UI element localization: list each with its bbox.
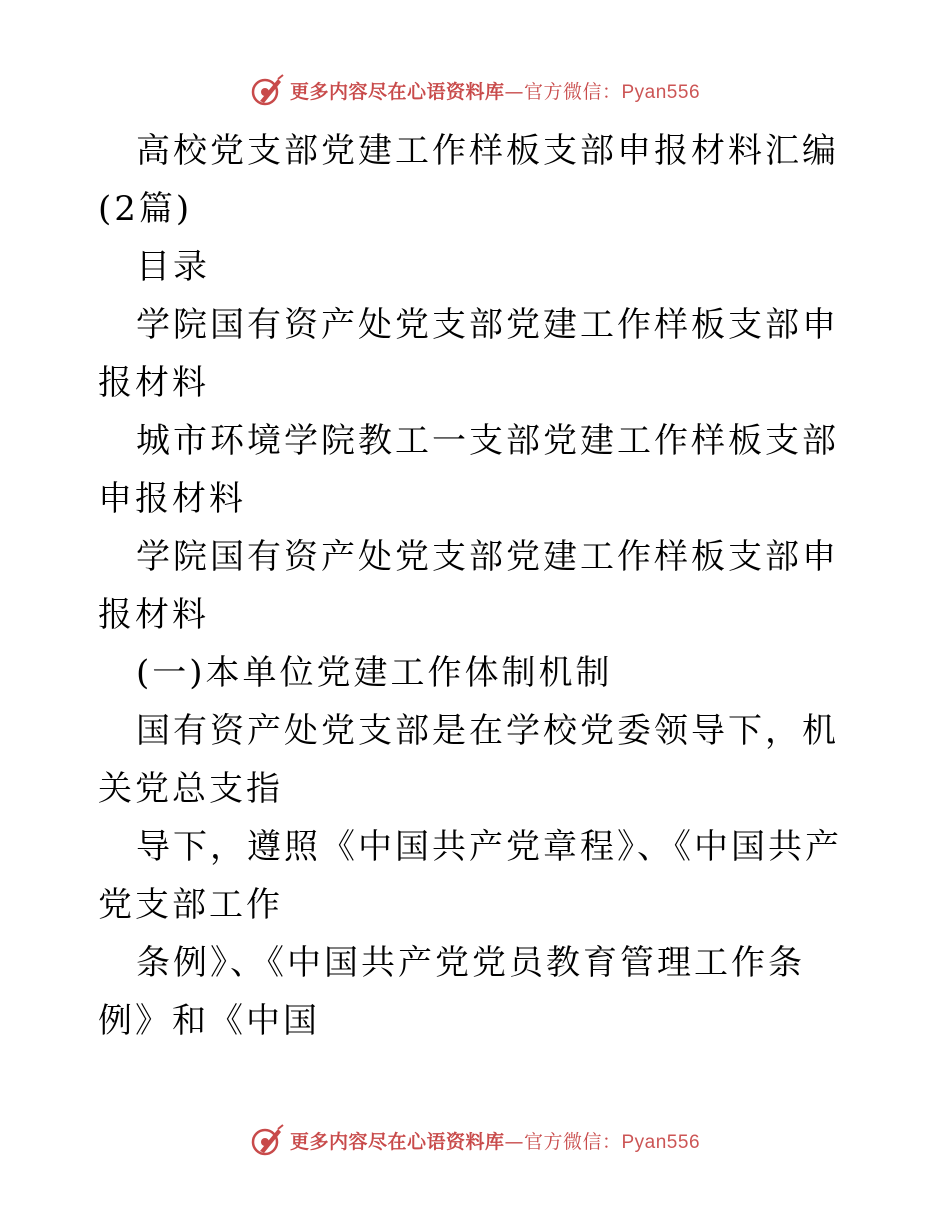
watermark-text [290, 77, 700, 104]
watermark-wechat-id: Pyan556 [621, 81, 701, 103]
watermark-wechat-id: Pyan556 [621, 1131, 701, 1153]
watermark-dash: — [504, 1130, 524, 1153]
toc-entry: 城市环境学院教工一支部党建工作样板支部申报材料 [98, 421, 839, 519]
quill-pen-seal-icon [250, 73, 284, 107]
toc-heading: 目录 [136, 247, 210, 287]
watermark-brand: 更多内容尽在心语资料库 [289, 1130, 505, 1153]
document-body [98, 122, 858, 1050]
subsection-heading: (一)本单位党建工作体制机制 [136, 653, 613, 693]
watermark-label: 官方微信： [523, 1130, 622, 1153]
body-paragraph: 条例》、《中国共产党党员教育管理工作条例》和《中国 [98, 943, 805, 1041]
header-watermark [0, 72, 950, 108]
section-title: 学院国有资产处党支部党建工作样板支部申报材料 [98, 537, 839, 635]
document-title: 高校党支部党建工作样板支部申报材料汇编(2篇) [98, 131, 839, 229]
toc-entry: 学院国有资产处党支部党建工作样板支部申报材料 [98, 305, 839, 403]
body-paragraph: 导下，遵照《中国共产党章程》、《中国共产党支部工作 [98, 827, 842, 925]
body-paragraph: 国有资产处党支部是在学校党委领导下，机关党总支指 [98, 711, 839, 809]
footer-watermark [0, 1122, 950, 1158]
watermark-dash: — [504, 80, 524, 103]
watermark-brand: 更多内容尽在心语资料库 [289, 80, 505, 103]
quill-pen-seal-icon [250, 1123, 284, 1157]
watermark-label: 官方微信： [523, 80, 622, 103]
watermark-text [290, 1127, 700, 1154]
